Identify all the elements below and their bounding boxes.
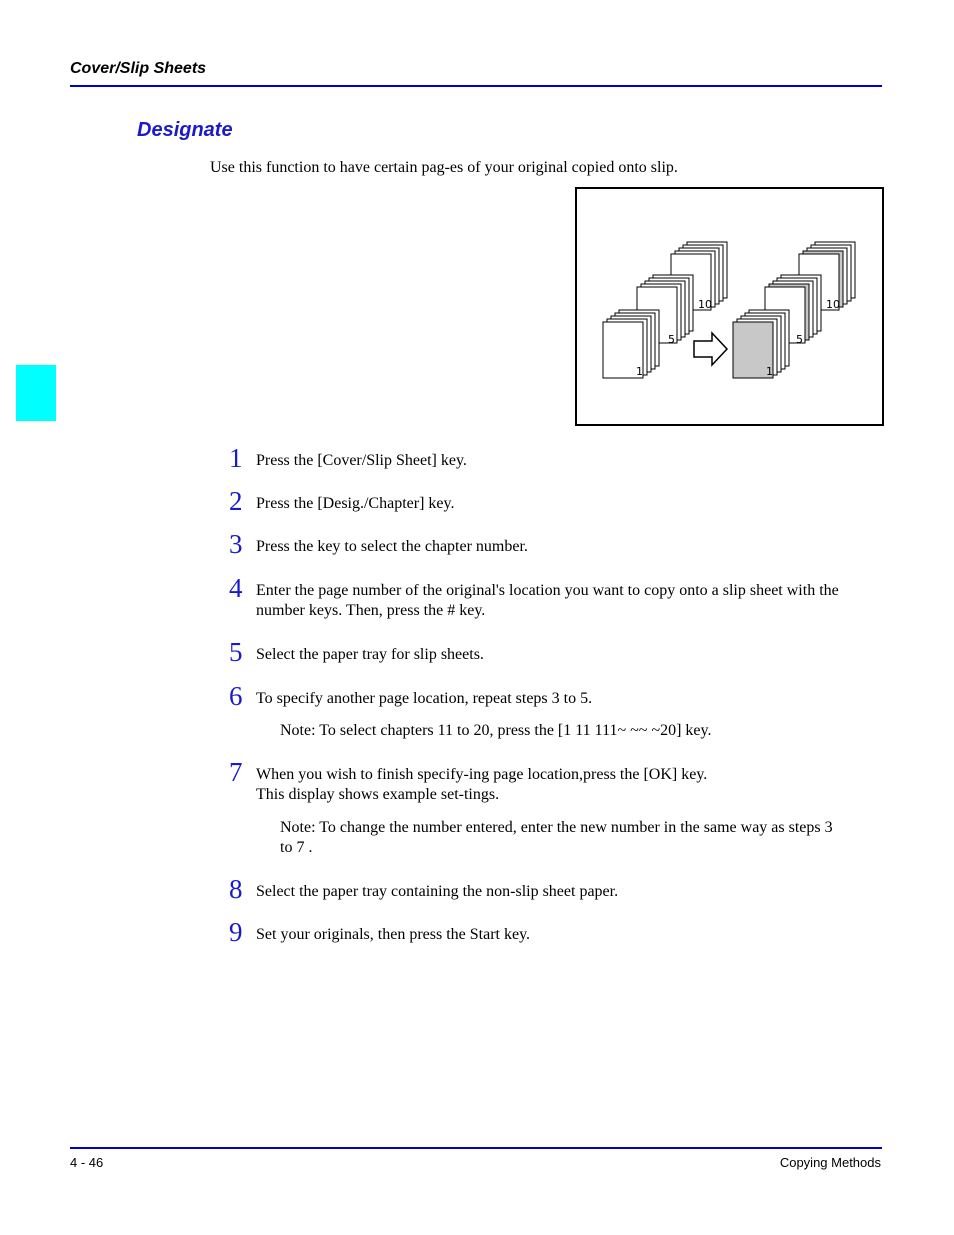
slip-sheet-diagram — [577, 189, 882, 424]
step-text-line2: This display shows example set-tings. — [256, 786, 500, 803]
note-chapters: Note: To select chapters 11 to 20, press the [1 11 111~ ~~ ~20] key. — [280, 722, 712, 739]
step-number: 1 — [229, 443, 243, 473]
step-number: 8 — [229, 874, 243, 904]
step-number: 6 — [229, 681, 243, 711]
right-stack-page-1 — [733, 310, 789, 378]
step-text: Enter the page number of the original's location you want to copy onto a slip sheet with the number keys. Then, press the # key. — [256, 582, 839, 619]
section-title: Designate — [137, 119, 233, 141]
step-number: 9 — [229, 917, 243, 947]
right-label-1: 1 — [766, 365, 773, 378]
step-text: Press the [Cover/Slip Sheet] key. — [256, 452, 467, 469]
step-number: 4 — [229, 573, 243, 603]
header-rule — [70, 85, 882, 87]
right-label-5: 5 — [796, 333, 803, 346]
step-text: Set your originals, then press the Start key. — [256, 926, 531, 943]
designate-illustration — [575, 187, 884, 426]
intro-text: Use this function to have certain pag-es of your original copied onto slip. — [210, 159, 678, 176]
step-text: To specify another page location, repeat steps 3 to 5. — [256, 690, 593, 707]
page-number: 4 - 46 — [70, 1155, 104, 1170]
step-number: 5 — [229, 637, 243, 667]
note-change-number: Note: To change the number entered, enter the new number in the same way as steps 3 to 7 . — [280, 819, 833, 856]
footer-chapter-title: Copying Methods — [779, 1155, 881, 1170]
left-stack-page-1 — [603, 310, 659, 378]
chapter-side-tab — [16, 365, 56, 421]
arrow-right-icon — [694, 333, 727, 365]
left-label-1: 1 — [636, 365, 643, 378]
step-text: Select the paper tray for slip sheets. — [256, 646, 484, 663]
step-text: Select the paper tray containing the non-slip sheet paper. — [256, 883, 619, 900]
step-text — [256, 765, 886, 805]
step-number: 7 — [229, 757, 243, 787]
right-label-10: 10 — [826, 298, 840, 311]
running-header: Cover/Slip Sheets — [70, 60, 207, 77]
step-text-line1: When you wish to finish specify-ing page location,press the [OK] key. — [256, 766, 708, 783]
left-label-5: 5 — [668, 333, 675, 346]
step-number: 2 — [229, 486, 243, 516]
step-number: 3 — [229, 529, 243, 559]
left-label-10: 10 — [698, 298, 712, 311]
footer-rule — [70, 1147, 882, 1149]
step-text: Press the key to select the chapter number. — [256, 538, 528, 555]
step-text: Press the [Desig./Chapter] key. — [256, 495, 455, 512]
